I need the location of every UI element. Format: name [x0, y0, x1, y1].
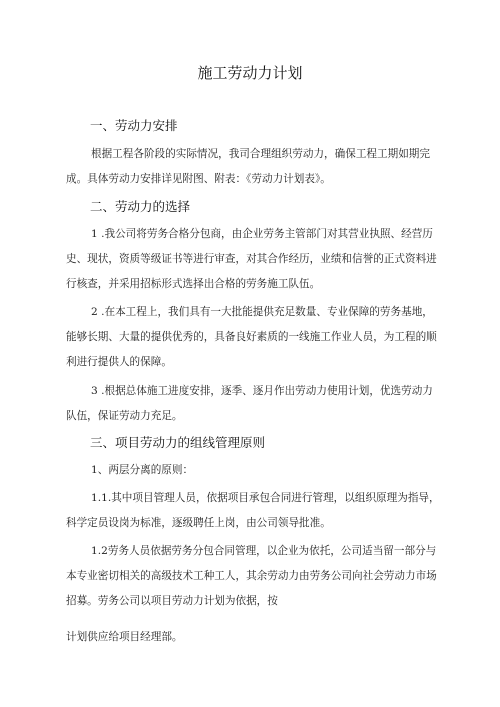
section-3-subheading: 1、两层分离的原则：: [91, 464, 194, 476]
section-1-paragraph-1: 根据工程各阶段的实际情况，我司合理组织劳动力，确保工程工期如期完成。具体劳动力安排详见附图、附表：《劳动力计划表》。: [66, 148, 430, 185]
section-2-paragraph-1: 1 .我公司将劳务合格分包商，由企业劳务主管部门对其营业执照、经营历史、现状，资质等级证书等进行审查，对其合作经历，业绩和信誉的正式资料进行核查，并采用招标形式选择出合格的劳务施工队伍。: [66, 228, 437, 290]
section-3-trailing-line: 计划供应给项目经理部。: [66, 631, 183, 643]
section-heading-1: 一、劳动力安排: [90, 118, 178, 133]
section-2-paragraph-2: 2 .在本工程上，我们具有一大批能提供充足数量、专业保障的劳务基地，能够长期、大量的提供优秀的，具备良好素质的一线施工作业人员，为工程的顺利进行提供人的保障。: [66, 306, 437, 368]
section-heading-2: 二、劳动力的选择: [90, 199, 191, 214]
document-title: 施工劳动力计划: [197, 64, 303, 82]
section-3-paragraph-1: 1.1.其中项目管理人员，依据项目承包合同进行管理，以组织原理为指导，科学定员设岗为标准，逐级聘任上岗，由公司领导批准。: [66, 492, 440, 529]
section-heading-3: 三、项目劳动力的组线管理原则: [90, 435, 266, 450]
section-3-paragraph-2: 1.2劳务人员依据劳务分包合同管理，以企业为依托，公司适当留一部分与本专业密切相关的高级技术工种工人，其余劳动力由劳务公司向社会劳动力市场招募。劳务公司以项目劳动力计划为依据，按: [66, 545, 437, 607]
section-2-paragraph-3: 3 .根据总体施工进度安排，逐季、逐月作出劳动力使用计划，优选劳动力队伍，保证劳动力充足。: [66, 385, 433, 422]
